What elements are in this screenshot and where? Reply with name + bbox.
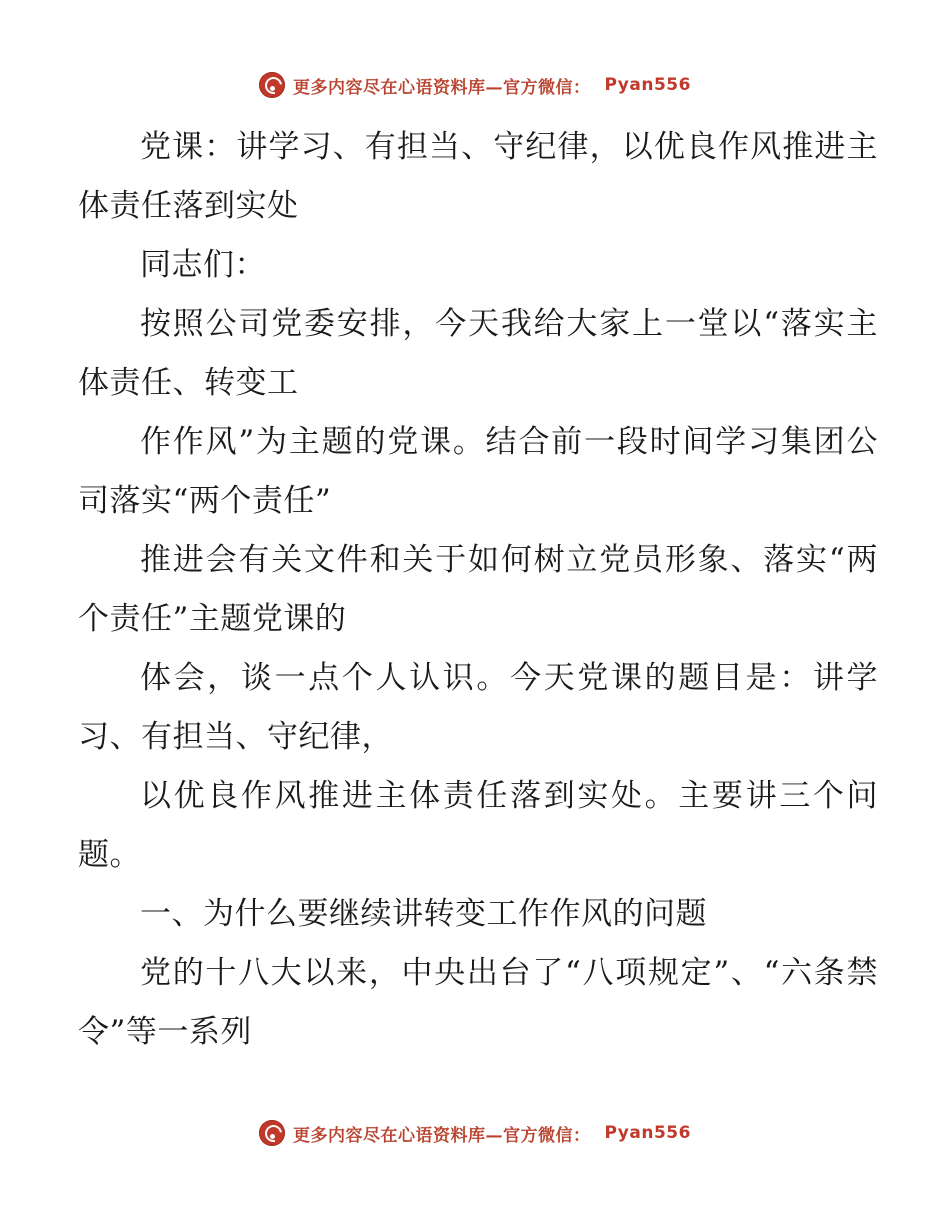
watermark-banner-top [0, 72, 950, 98]
watermark-handle: Pyan556 [604, 1123, 691, 1143]
paragraph-1: 按照公司党委安排，今天我给大家上一堂以“落实主体责任、转变工 [78, 306, 878, 401]
watermark-banner-bottom [0, 1120, 950, 1146]
document-body [78, 118, 878, 1062]
watermark-handle: Pyan556 [604, 75, 691, 95]
watermark-text: 更多内容尽在心语资料库—官方微信： [293, 1125, 591, 1146]
paragraph-heading-one: 一、为什么要继续讲转变工作作风的问题 [140, 896, 707, 932]
paragraph-2: 作作风”为主题的党课。结合前一段时间学习集团公司落实“两个责任” [78, 424, 878, 519]
paragraph-salutation: 同志们： [140, 247, 266, 283]
wechat-badge-icon [259, 1120, 285, 1146]
paragraph-3: 推进会有关文件和关于如何树立党员形象、落实“两个责任”主题党课的 [78, 542, 878, 637]
wechat-badge-icon [259, 72, 285, 98]
paragraph-4: 体会，谈一点个人认识。今天党课的题目是：讲学习、有担当、守纪律， [78, 660, 878, 755]
paragraph-5: 以优良作风推进主体责任落到实处。主要讲三个问题。 [78, 778, 878, 873]
paragraph-title: 党课：讲学习、有担当、守纪律，以优良作风推进主体责任落到实处 [78, 129, 878, 224]
paragraph-6: 党的十八大以来，中央出台了“八项规定”、“六条禁令”等一系列 [78, 955, 878, 1050]
watermark-text: 更多内容尽在心语资料库—官方微信： [293, 77, 591, 98]
